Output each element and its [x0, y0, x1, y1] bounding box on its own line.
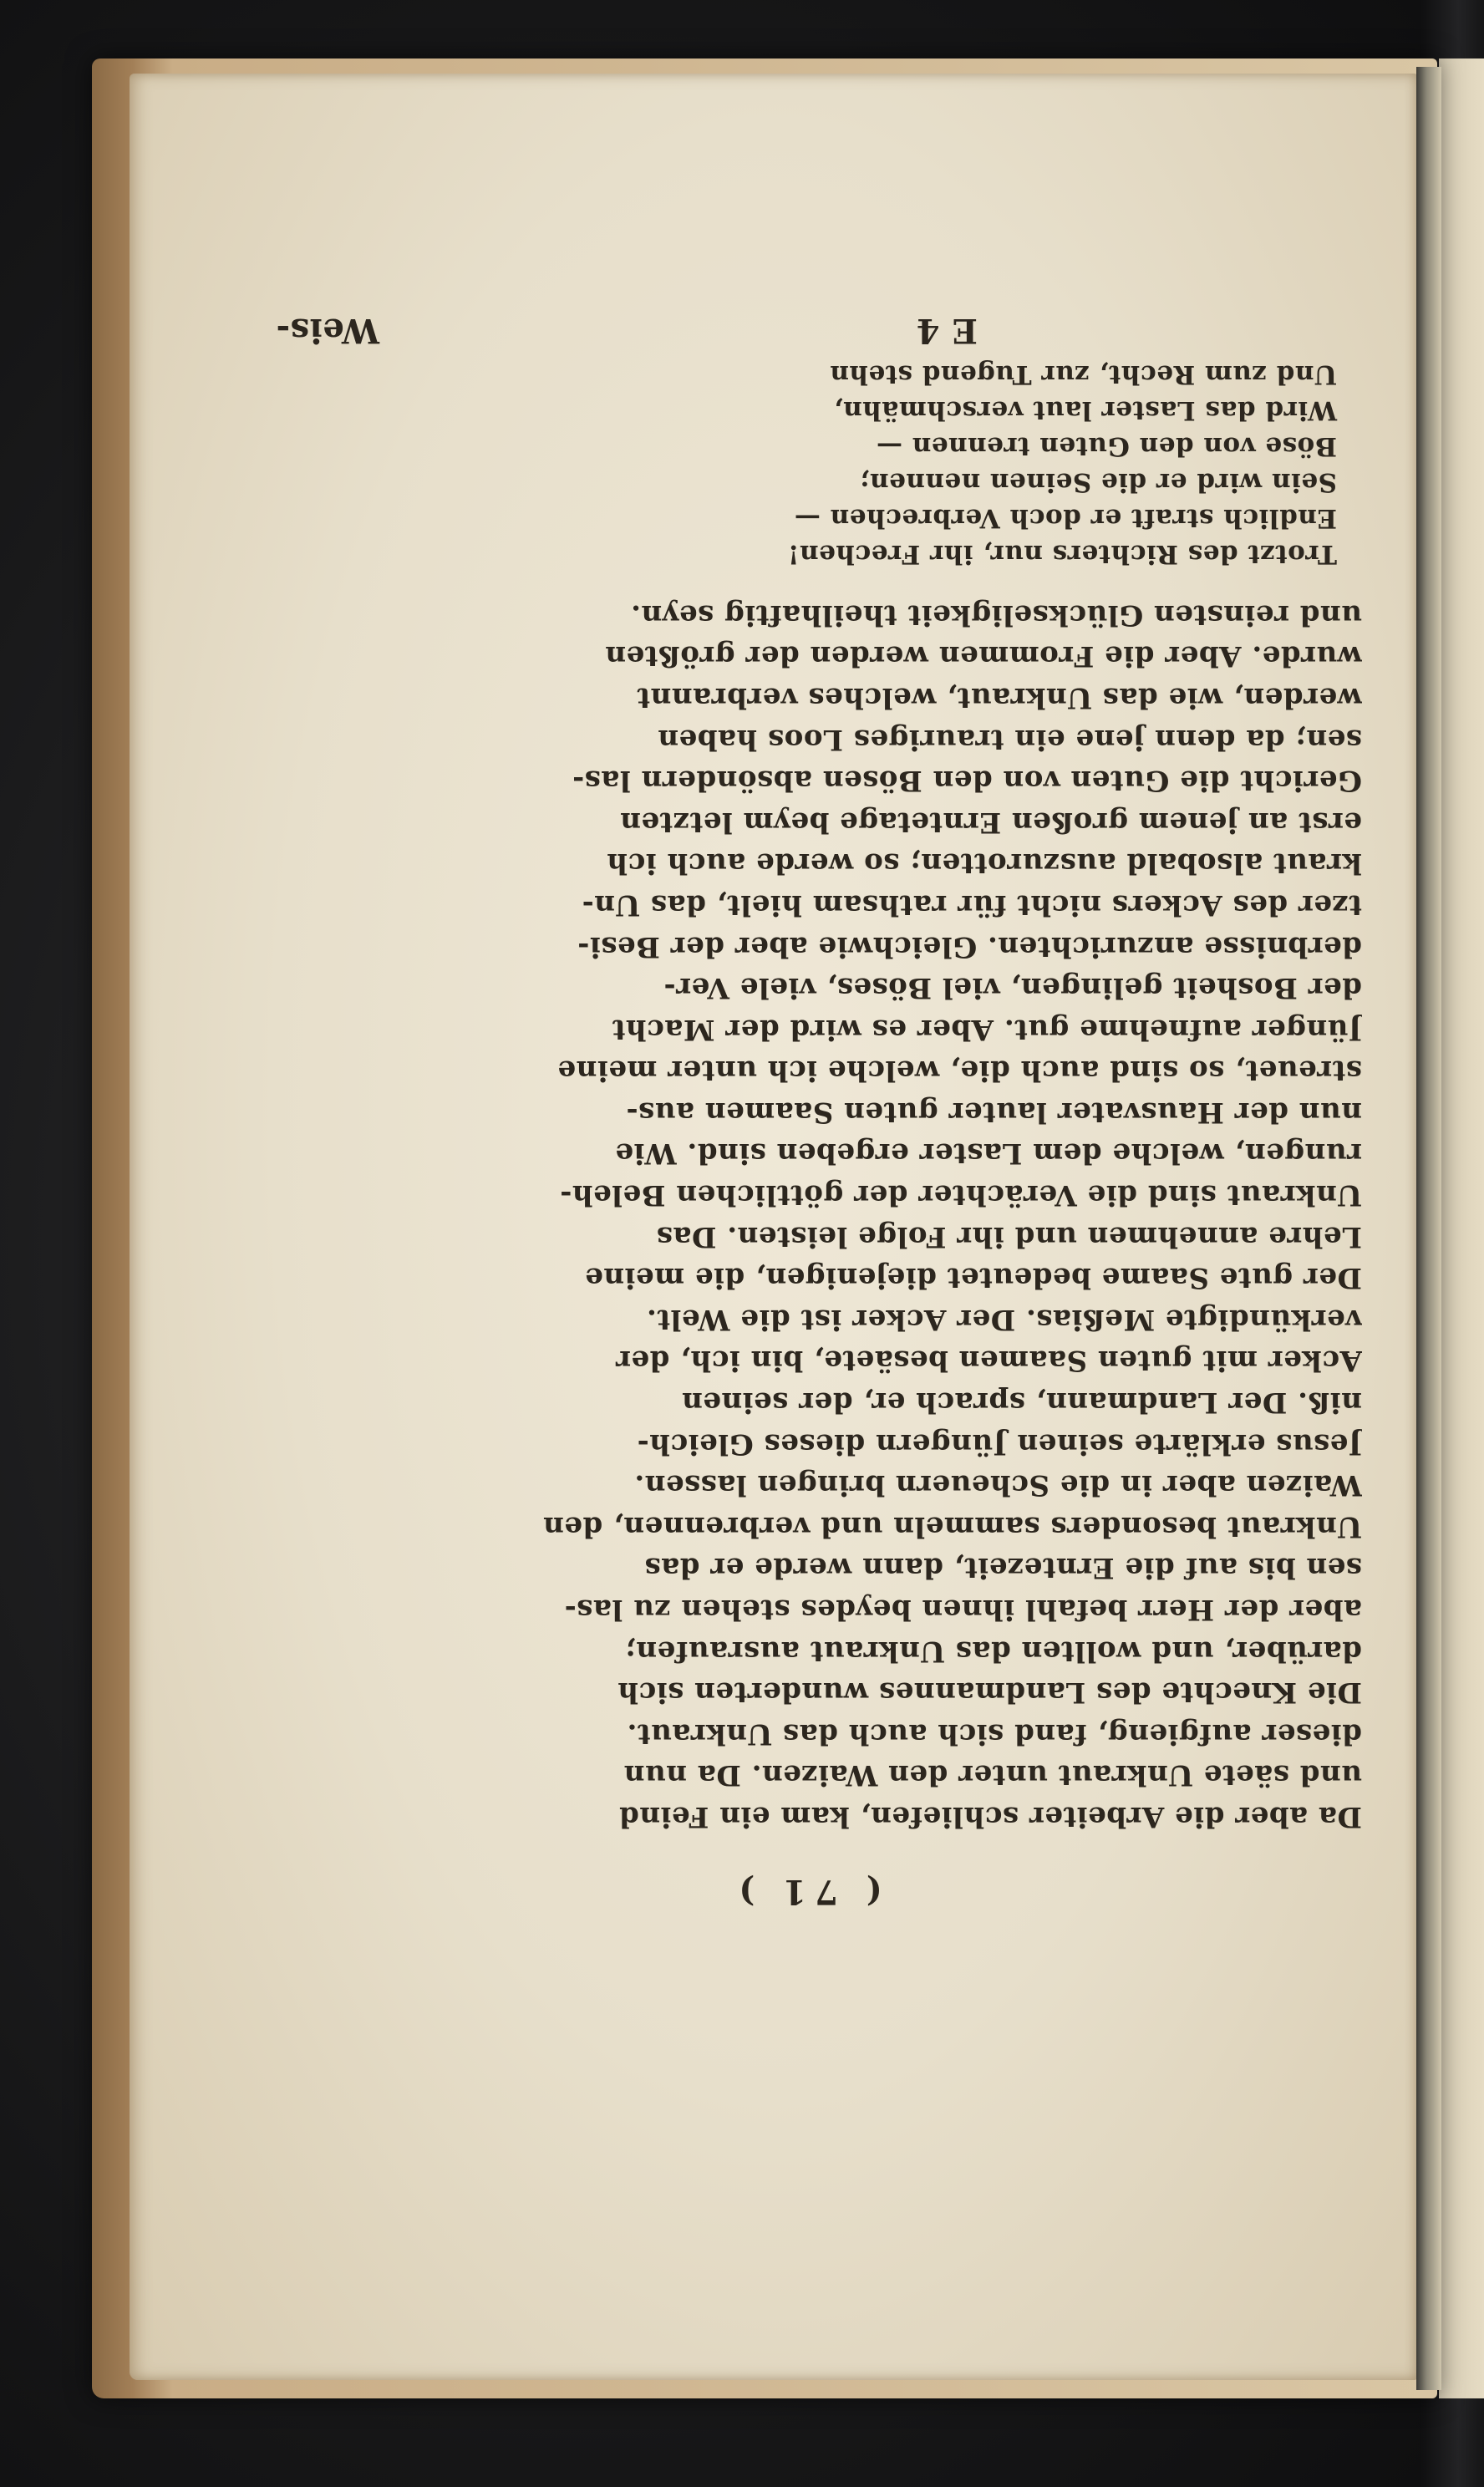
upside-down-text-block	[251, 309, 1362, 1912]
page-footer	[251, 309, 1362, 351]
text-line: und reinsten Glückseligkeit theilhaftig seyn.	[630, 598, 1362, 632]
text-line: erst an jenem großen Erntetage beym letzten	[619, 805, 1362, 839]
text-line: derbnisse anzurichten. Gleichwie aber der Besi-	[577, 929, 1362, 964]
text-line: sen; da denn jene ein trauriges Loos haben	[657, 722, 1362, 756]
text-line: sen bis auf die Erntezeit, dann werde er das	[644, 1551, 1362, 1585]
book-gutter	[1416, 67, 1441, 2390]
text-line: Gericht die Guten von den Bösen absöndern las-	[572, 763, 1362, 797]
text-line: Unkraut besonders sammeln und verbrennen, den	[542, 1509, 1362, 1544]
text-line: niß. Der Landmann, sprach er, der seinen	[681, 1385, 1362, 1419]
verse-line: Wird das Laster laut verschmähn,	[833, 395, 1337, 425]
text-line: Da aber die Arbeiter schliefen, kam ein Feind	[618, 1799, 1362, 1833]
text-line: tzer des Ackers nicht für rathsam hielt, das Un-	[582, 887, 1362, 922]
text-line: kraut alsobald auszurotten; so werde auch ich	[606, 847, 1362, 881]
verse-stanza	[251, 356, 1362, 572]
verse-line: Und zum Recht, zur Tugend stehn	[829, 359, 1337, 389]
catchword: Weis-	[276, 311, 379, 350]
text-line: und säete Unkraut unter den Waizen. Da nun	[623, 1758, 1362, 1793]
verse-line: Böse von den Guten trennen —	[876, 431, 1337, 461]
text-line: Jünger aufnehme gut. Aber es wird der Macht	[612, 1012, 1362, 1046]
text-line: darüber, und wollten das Unkraut ausraufen;	[624, 1634, 1362, 1668]
text-line: rungen, welche dem Laster ergeben sind. Wie	[614, 1137, 1362, 1171]
verse-line: Sein wird er die Seinen nennen;	[859, 467, 1337, 497]
prose-paragraph	[251, 593, 1362, 1837]
text-line: Lehre annehmen und ihr Folge leisten. Das	[656, 1219, 1362, 1254]
text-line: wurde. Aber die Frommen werden der größten	[604, 639, 1362, 674]
text-line: dieser aufgieng, fand sich auch das Unkraut.	[627, 1716, 1362, 1751]
text-line: Unkraut sind die Verächter der göttlichen Beleh-	[559, 1177, 1362, 1212]
text-line: verkündigte Meßias. Der Acker ist die Welt.	[646, 1302, 1362, 1336]
text-line: werden, wie das Unkraut, welches verbrannt	[636, 680, 1362, 715]
text-line: Waizen aber in die Scheuern bringen lassen.	[633, 1468, 1362, 1503]
text-line: nun der Hausvater lauter guten Saamen aus-	[626, 1095, 1362, 1129]
signature-mark: E 4	[916, 311, 978, 350]
text-line: Acker mit guten Saamen besäete, bin ich, der	[615, 1344, 1362, 1378]
text-line: Der gute Saame bedeutet diejenigen, die meine	[584, 1261, 1362, 1295]
text-line: aber der Herr befahl ihnen beydes stehen zu las-	[564, 1592, 1362, 1626]
text-line: der Bosheit gelingen, viel Böses, viele Ver-	[663, 970, 1362, 1004]
text-line: Jesus erklärte seinen Jüngern dieses Gleich-	[637, 1427, 1362, 1461]
verse-line: Endlich straft er doch Verbrechen —	[794, 503, 1337, 533]
text-line: streuet, so sind auch die, welche ich unter meine	[557, 1054, 1362, 1088]
page-number: ( 71 )	[730, 1871, 882, 1911]
text-line: Die Knechte des Landmannes wunderten sich	[617, 1676, 1362, 1710]
facing-page-edge	[1439, 58, 1484, 2398]
verse-line: Trotzt des Richters nur, ihr Frechen!	[787, 539, 1337, 569]
